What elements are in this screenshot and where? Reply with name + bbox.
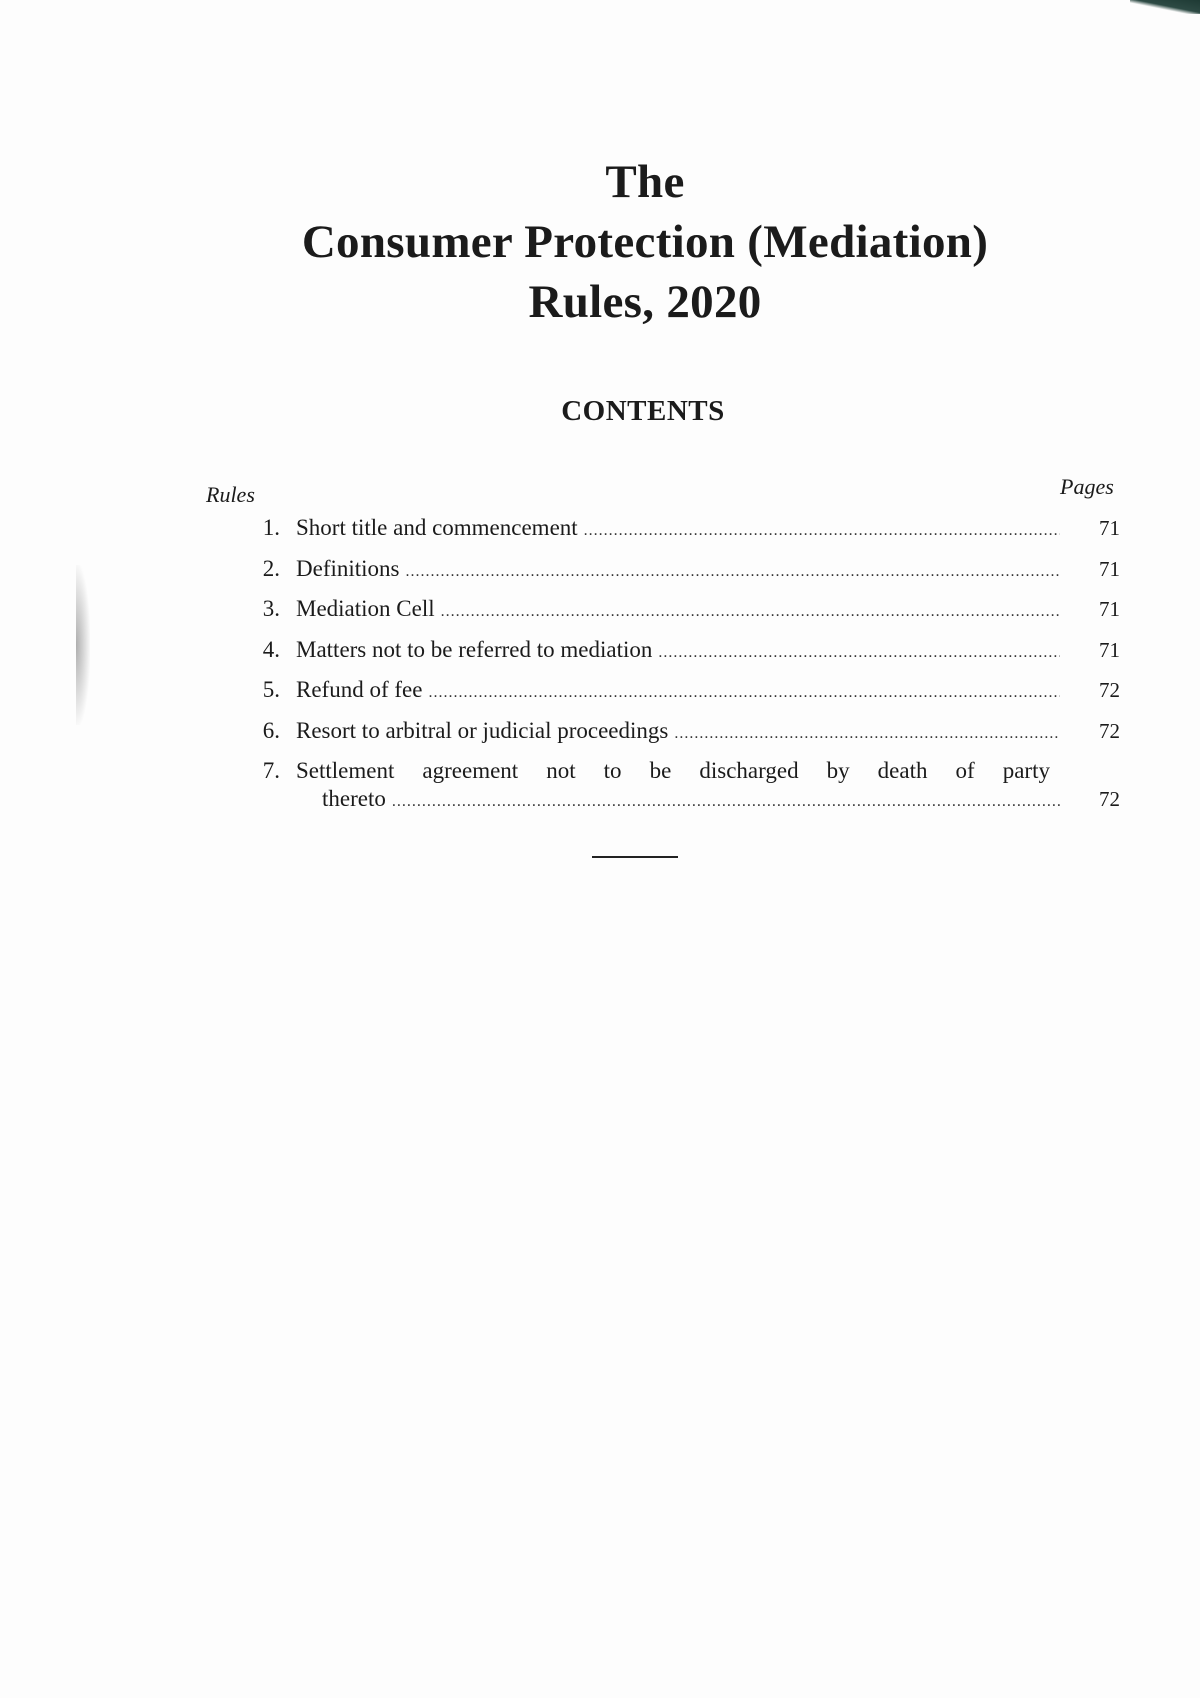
dot-leader	[658, 644, 1060, 662]
rules-column-header: Rules	[206, 482, 255, 507]
dot-leader	[674, 725, 1060, 743]
toc-entry-page: 71	[1099, 637, 1120, 662]
title-line-1: The	[605, 156, 685, 208]
toc-entry-page: 71	[1099, 556, 1120, 581]
toc-entry-page: 71	[1099, 516, 1120, 540]
toc-entry-page: 72	[1099, 678, 1120, 702]
toc-entry-page: 72	[1099, 787, 1120, 811]
title-line-2: Consumer Protection (Mediation)	[301, 216, 989, 268]
toc-entry-title: Matters not to be referred to mediation	[296, 636, 653, 662]
toc-entry-title: Mediation Cell	[296, 596, 435, 621]
toc-entry-1[interactable]	[230, 515, 1120, 556]
toc-entry-3[interactable]	[230, 596, 1120, 637]
toc-entry-title: Short title and commencement	[296, 515, 578, 540]
toc-entry-number: 6.	[262, 717, 280, 743]
toc-entry-4[interactable]	[230, 637, 1120, 678]
dot-leader	[441, 603, 1060, 621]
document-title	[0, 152, 1200, 332]
dot-leader	[584, 522, 1060, 540]
toc-entry-title: Resort to arbitral or judicial proceedings	[296, 717, 669, 743]
dot-leader	[428, 684, 1060, 702]
title-line-3: Rules, 2020	[528, 276, 762, 328]
toc-entry-number: 1.	[262, 515, 280, 540]
toc-entry-number: 3.	[262, 596, 280, 621]
scan-edge-shadow	[76, 565, 90, 725]
dot-leader	[392, 793, 1060, 811]
contents-heading: CONTENTS	[561, 395, 725, 427]
toc-entry-number: 2.	[262, 555, 280, 581]
toc-entry-page: 71	[1099, 597, 1120, 621]
toc-entry-2[interactable]	[230, 556, 1120, 597]
scan-corner-shadow	[1130, 0, 1200, 14]
toc-entry-number: 5.	[262, 677, 280, 702]
toc-entry-5[interactable]	[230, 677, 1120, 718]
toc-entry-title: Refund of fee	[296, 677, 423, 702]
toc-entry-title: Settlement agreement not to be discharged by death of party	[296, 758, 1050, 783]
toc-entry-title-continued: thereto	[322, 786, 386, 811]
toc-entry-number: 7.	[262, 758, 280, 783]
toc-entry-7[interactable]	[230, 758, 1120, 812]
section-end-rule	[592, 856, 678, 858]
toc-entry-number: 4.	[262, 636, 280, 662]
dot-leader	[406, 563, 1061, 581]
table-of-contents	[230, 515, 1120, 812]
toc-entry-title: Definitions	[296, 555, 400, 581]
pages-column-header: Pages	[1060, 474, 1114, 499]
toc-entry-6[interactable]	[230, 718, 1120, 759]
toc-entry-page: 72	[1099, 718, 1120, 743]
